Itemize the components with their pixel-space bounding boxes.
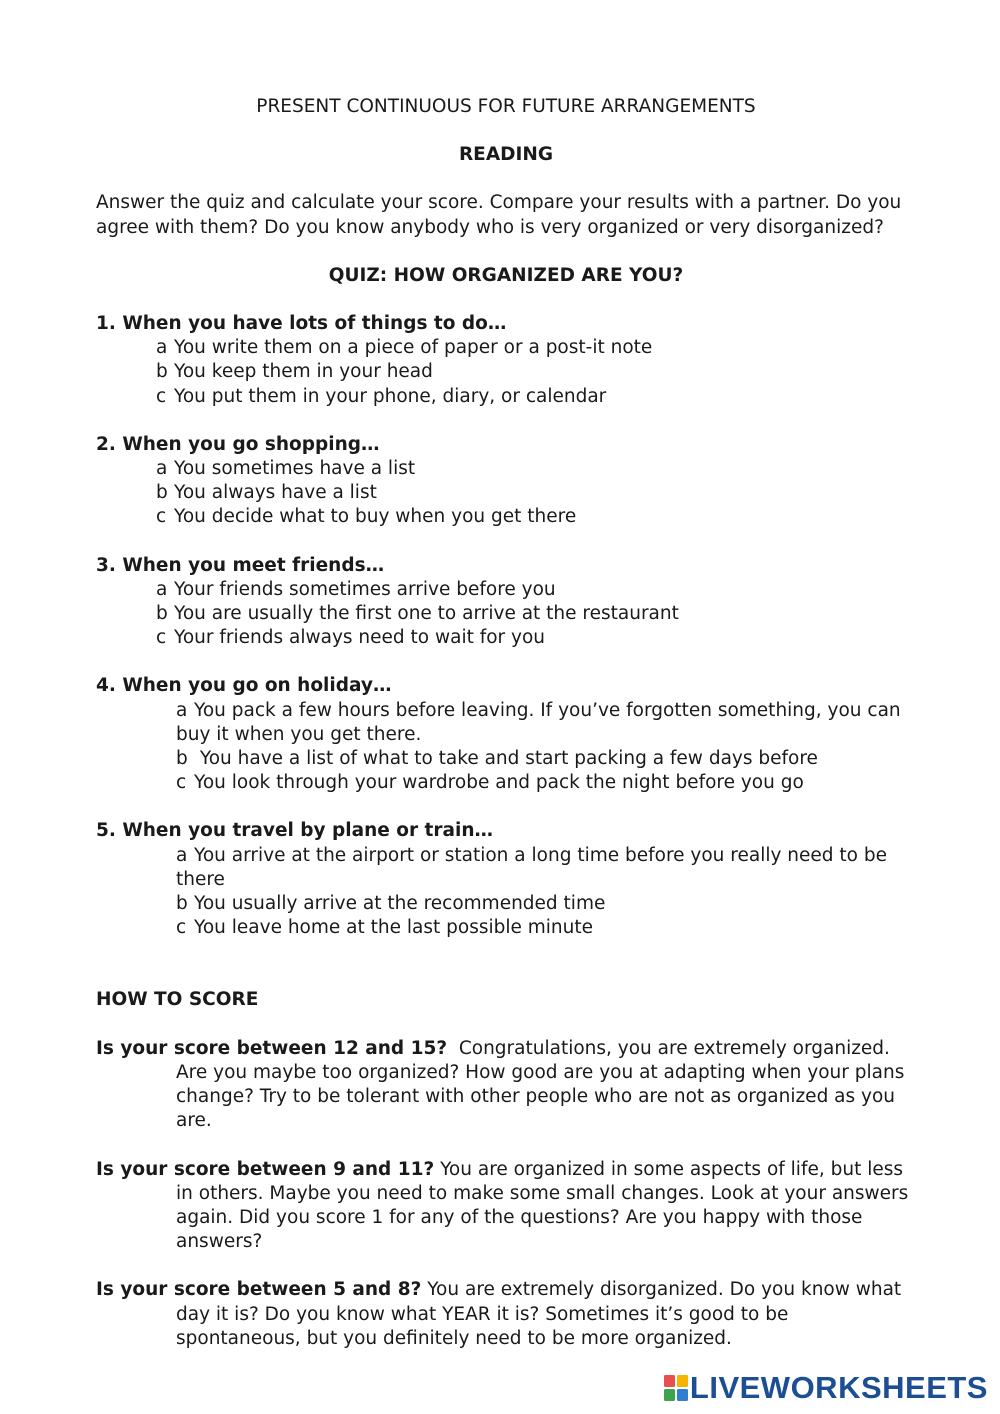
option-a — [176, 699, 916, 747]
option-letter: c — [176, 917, 187, 939]
question-4 — [96, 674, 916, 795]
option-letter: b — [156, 603, 168, 625]
score-result-9-11 — [96, 1158, 916, 1255]
option-b — [156, 602, 916, 626]
option-text: You put them in your phone, diary, or calendar — [174, 385, 607, 407]
question-text: 2. When you go shopping… — [96, 433, 380, 455]
option-letter: a — [156, 458, 168, 480]
intro-paragraph: Answer the quiz and calculate your score. Compare your results with a partner. Do you agree with them? Do you know anybody who is very organized or very disorganized? — [96, 192, 902, 238]
question-text: 5. When you travel by plane or train… — [96, 820, 494, 842]
option-letter: b — [176, 893, 188, 915]
question-5 — [96, 819, 916, 940]
option-text: You keep them in your head — [174, 361, 433, 383]
question-text: 4. When you go on holiday… — [96, 675, 392, 697]
score-label: Is your score between 5 and 8? — [96, 1279, 422, 1301]
option-c — [156, 385, 916, 409]
option-text: Your friends always need to wait for you — [174, 627, 546, 649]
option-c — [156, 505, 916, 529]
options-list — [96, 457, 916, 530]
option-text: You leave home at the last possible minute — [194, 917, 593, 939]
option-text: You usually arrive at the recommended time — [194, 893, 606, 915]
score-label: Is your score between 12 and 15? — [96, 1037, 448, 1059]
question-2 — [96, 433, 916, 530]
option-letter: c — [176, 772, 187, 794]
option-c — [176, 916, 916, 940]
option-text: You look through your wardrobe and pack the night before you go — [194, 772, 804, 794]
option-c — [156, 626, 916, 650]
question-1 — [96, 312, 916, 409]
options-list — [96, 336, 916, 409]
option-text: You have a list of what to take and start packing a few days before — [194, 748, 818, 770]
option-letter: b — [176, 748, 188, 770]
options-list — [96, 578, 916, 651]
logo-text: LIVEWORKSHEETS — [689, 1370, 988, 1405]
worksheet-page — [96, 95, 916, 1369]
option-a — [156, 578, 916, 602]
option-text: You sometimes have a list — [174, 458, 416, 480]
options-list — [96, 699, 916, 796]
score-text: You are extremely disorganized. Do you know what day it is? Do you know what YEAR it is? Sometimes it’s good to be spontaneous, but you definitely need to be more organized. — [176, 1279, 902, 1349]
option-letter: a — [176, 699, 188, 721]
option-b — [176, 892, 916, 916]
option-letter: c — [156, 506, 167, 528]
option-text: You arrive at the airport or station a long time before you really need to be there — [176, 844, 888, 890]
question-3 — [96, 554, 916, 651]
options-list — [96, 844, 916, 941]
score-label: Is your score between 9 and 11? — [96, 1158, 435, 1180]
option-a — [176, 844, 916, 892]
option-b — [156, 360, 916, 384]
score-text: You are organized in some aspects of life, but less in others. Maybe you need to make some small changes. Look at your answers again. Did you score 1 for any of the questions? Are you happy with those answers? — [176, 1158, 909, 1253]
option-letter: c — [156, 627, 167, 649]
option-text: You always have a list — [174, 482, 377, 504]
option-letter: b — [156, 482, 168, 504]
question-text: 3. When you meet friends… — [96, 554, 385, 576]
logo-blocks-icon — [664, 1375, 688, 1401]
option-b — [176, 747, 916, 771]
how-to-score-heading: HOW TO SCORE — [96, 989, 259, 1011]
option-text: Your friends sometimes arrive before you — [174, 578, 556, 600]
option-a — [156, 457, 916, 481]
option-letter: c — [156, 385, 167, 407]
quiz-title: QUIZ: HOW ORGANIZED ARE YOU? — [328, 264, 684, 286]
option-letter: a — [156, 337, 168, 359]
page-title: PRESENT CONTINUOUS FOR FUTURE ARRANGEMENTS — [256, 96, 756, 117]
option-c — [176, 771, 916, 795]
option-text: You decide what to buy when you get there — [174, 506, 577, 528]
option-letter: a — [176, 844, 188, 866]
option-text: You are usually the first one to arrive at the restaurant — [174, 603, 679, 625]
option-letter: b — [156, 361, 168, 383]
score-text: Congratulations, you are extremely organized. Are you maybe too organized? How good are you at adapting when your plans change? Try to be tolerant with other people who are not as organized as you are. — [176, 1037, 905, 1132]
score-result-5-8 — [96, 1278, 916, 1351]
option-letter: a — [156, 578, 168, 600]
option-text: You pack a few hours before leaving. If you’ve forgotten something, you can buy it when you get there. — [176, 699, 901, 745]
question-text: 1. When you have lots of things to do… — [96, 313, 507, 335]
score-result-12-15 — [96, 1037, 916, 1134]
option-b — [156, 481, 916, 505]
section-heading: READING — [458, 144, 554, 166]
option-text: You write them on a piece of paper or a post-it note — [174, 337, 653, 359]
option-a — [156, 336, 916, 360]
liveworksheets-logo — [664, 1370, 988, 1406]
